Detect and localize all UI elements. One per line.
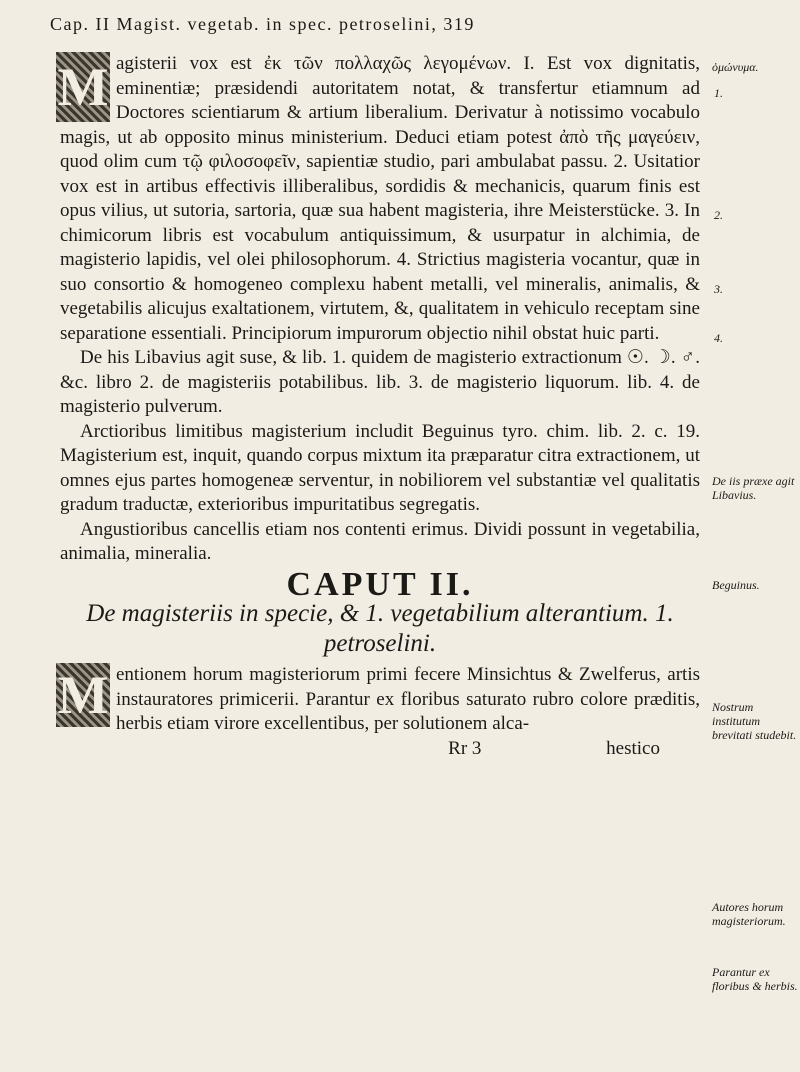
decorated-initial: M <box>57 665 109 725</box>
signature-mark: Rr 3 <box>448 737 482 759</box>
paragraph-5 <box>57 663 700 737</box>
paragraph-3: Arctioribus limitibus magisterium includit Beguinus tyro. chim. lib. 2. c. 19. Magisterium est, inquit, quando corpus mixtum ita præparatur citra extractionem, ut omnes ejus partes homogeneæ serventur, in nobiliorem vel substantiæ vel qualitatis gradum traductæ, exterioribus impuritatibus segregatis. <box>60 420 700 515</box>
margin-note: Parantur ex floribus & herbis. <box>712 965 798 993</box>
margin-note: ὁμώνυμα. <box>712 60 759 74</box>
decorated-initial: M <box>56 52 110 122</box>
margin-number: 1. <box>714 86 723 100</box>
margin-note: Beguinus. <box>712 578 760 592</box>
margin-number: 3. <box>714 282 723 296</box>
margin-note: De iis præxe agit Libavius. <box>712 474 795 502</box>
margin-number: 4. <box>714 331 723 345</box>
margin-note: Autores horum magisteriorum. <box>712 900 786 928</box>
margin-number: 2. <box>714 208 723 222</box>
chapter-heading: CAPUT II. <box>286 565 474 603</box>
paragraph-1 <box>57 52 700 346</box>
paragraph-5-text: entionem horum magisteriorum primi fecere Minsichtus & Zwelferus, artis instauratores primicerii. Parantur ex floribus saturato rubro colore præditis, herbis etiam virore excellentibus, per solutionem alca- <box>116 664 700 734</box>
paragraph-4: Angustioribus cancellis etiam nos contenti erimus. Dividi possunt in vegetabilia, animalia, mineralia. <box>60 518 700 564</box>
margin-note: Nostrum institutum brevitati studebit. <box>712 700 797 742</box>
catchword: hestico <box>606 737 660 759</box>
running-header: Cap. II Magist. vegetab. in spec. petroselini, 319 <box>50 14 475 34</box>
page-footer <box>60 737 700 762</box>
chapter-title: De magisteriis in specie, & 1. vegetabilium alterantium. 1. petroselini. <box>86 600 674 657</box>
paragraph-1-text: agisterii vox est ἐκ τῶν πολλαχῶς λεγομένων. I. Est vox dignitatis, eminentiæ; præsidendi autoritatem notat, & transfertur etiamnum ad Doctores scientiarum & artium liberalium. Derivatur à notissimo vocabulo magis, ut ab opposito minus ministerium. Deduci etiam potest ἀπὸ τῆς μαγεύειν, quod olim cum τῷ φιλοσοφεῖν, sapientiæ studio, pari ambulabat passu. 2. Usitatior vox est in artibus effectivis illiberalibus, sordidis & mechanicis, quarum finis est opus vilius, ut sutoria, sartoria, quæ sua habent magisteria, ihre Meisterstücke. 3. In chimicorum libris est vocabulum antiquissimum, & usurpatur in alchimia, de magisterio lapidis, vel olei philosophorum. 4. Strictius magisteria vocantur, quæ in suo consortio & homogeneo complexu habent metalli, vel mineralis, animalis, & vegetabilis alicujus exaltationem, virtutem, &, qualitatem in vehiculo receptam sine separatione essentiali. Principiorum impurorum objectio nihil obstat huic parti. <box>60 53 700 344</box>
main-text <box>57 52 700 761</box>
paragraph-2: De his Libavius agit suse, & lib. 1. quidem de magisterio extractionum ☉. ☽. ♂. &c. libro 2. de magisteriis potabilibus. lib. 3. de magisterio liquorum. lib. 4. de magisterio pulverum. <box>60 347 700 417</box>
